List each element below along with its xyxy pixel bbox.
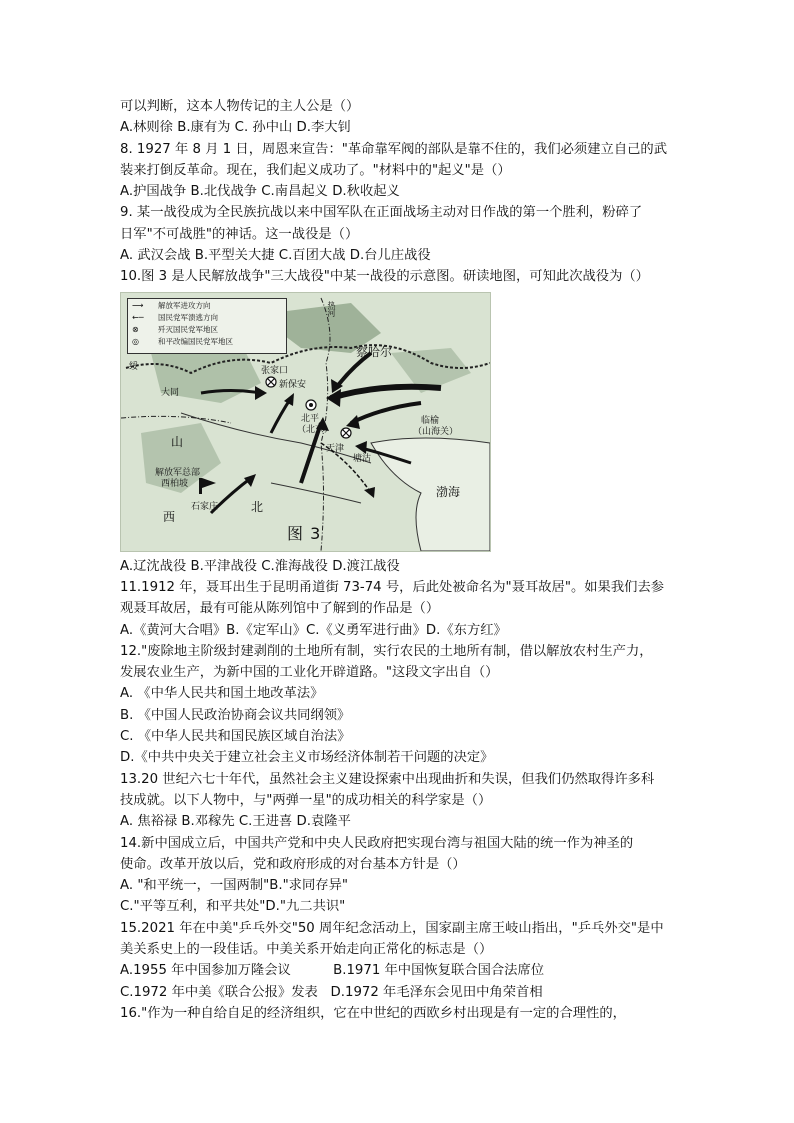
map-label-tanggu: 塘沽 <box>353 453 372 464</box>
map-label-tianjin: 天津 <box>326 443 345 454</box>
map-label-beiping: 北平 <box>301 413 320 424</box>
attack-arrow-head <box>346 415 360 429</box>
text-line: 15.2021 年在中美"乒乓外交"50 周年纪念活动上，国家副主席王岐山指出，"乒乓外交"是中 <box>120 920 664 936</box>
text-block-before-map <box>120 96 680 288</box>
text-line: C."平等互利，和平共处"D."九二共识" <box>120 899 346 915</box>
map-label-datong: 大同 <box>161 387 180 398</box>
text-line: 16."作为一种自给自足的经济组织，它在中世纪的西欧乡村出现是有一定的合理性的， <box>120 1005 626 1021</box>
text-line: 日军"不可战胜"的神话。这一战役是（） <box>120 226 359 242</box>
attack-arrow <box>351 403 421 423</box>
text-line: A.《黄河大合唱》B.《定军山》C.《义勇军进行曲》D.《东方红》 <box>120 622 507 638</box>
legend-item-retreat: ←─ 国民党军溃逃方向 <box>132 312 218 322</box>
map-legend <box>127 298 287 354</box>
province-border <box>121 416 231 423</box>
attack-arrow-icon: ⟶ <box>132 300 144 310</box>
text-line: A. 武汉会战 B.平型关大捷 C.百团大战 D.台儿庄战役 <box>120 248 431 264</box>
map-label-linyu: 临榆 <box>421 415 440 426</box>
map-label-shanhaiguan: （山海关） <box>413 426 459 437</box>
text-line: 装来打倒反革命。现在，我们起义成功了。"材料中的"起义"是（） <box>120 162 511 178</box>
map-label-chahar: 察哈尔 <box>356 344 393 359</box>
text-line: C.1972 年中美《联合公报》发表 D.1972 年毛泽东会见田中角荣首相 <box>120 984 543 1000</box>
text-line: 可以判断，这本人物传记的主人公是（） <box>120 99 360 114</box>
exam-page <box>120 96 680 1024</box>
text-line: 使命。改革开放以后，党和政府形成的对台基本方针是（） <box>120 856 466 872</box>
battle-map-figure <box>120 292 491 552</box>
map-label-beiping-note: （北京） <box>297 424 334 435</box>
text-line: 发展农业生产，为新中国的工业化开辟道路。"这段文字出自（） <box>120 665 499 681</box>
map-label-zhangjiakou: 张家口 <box>261 365 289 376</box>
text-line: A. "和平统一，一国两制"B."求同存异" <box>120 878 348 894</box>
text-line: 美关系史上的一段佳话。中美关系开始走向正常化的标志是（） <box>120 942 493 958</box>
hq-flag-icon <box>199 478 202 494</box>
map-label-bei: 北 <box>251 499 264 514</box>
text-line: A. 《中华人民共和国土地改革法》 <box>120 686 324 702</box>
text-line: B. 《中国人民政治协商会议共同纲领》 <box>120 707 351 723</box>
text-line: 8. 1927 年 8 月 1 日，周恩来宣告："革命靠军阀的部队是靠不住的，我们必须建立自己的武 <box>120 141 668 157</box>
text-line: 9. 某一战役成为全民族抗战以来中国军队在正面战场主动对日作战的第一个胜利，粉碎了 <box>120 205 643 221</box>
legend-item-annihilation: ⊗ 歼灭国民党军地区 <box>132 324 218 334</box>
dotted-circle-icon: ◎ <box>132 336 139 346</box>
text-line: A.辽沈战役 B.平津战役 C.淮海战役 D.渡江战役 <box>120 558 400 574</box>
attack-arrow <box>331 386 441 397</box>
text-line: 13.20 世纪六七十年代，虽然社会主义建设探索中出现曲折和失误，但我们仍然取得许多科 <box>120 771 655 787</box>
text-line: D.《中共中央关于建立社会主义市场经济体制若干问题的决定》 <box>120 750 494 766</box>
text-line: A.1955 年中国参加万隆会议 B.1971 年中国恢复联合国合法席位 <box>120 963 545 979</box>
retreat-arrow-icon: ←─ <box>132 312 144 322</box>
map-label-xinbaoan: 新保安 <box>279 379 307 390</box>
map-label-shan: 山 <box>171 434 184 449</box>
text-line: 11.1912 年，聂耳出生于昆明甬道街 73-74 号，后此处被命名为"聂耳故居"。如果我们去参 <box>120 579 665 595</box>
map-label-rehe: 热河 <box>327 300 336 317</box>
text-line: 技成就。以下人物中，与"两弹一星"的成功相关的科学家是（） <box>120 792 492 808</box>
figure-caption: 图 3 <box>287 523 322 543</box>
map-label-xibaipo-2: 西柏坡 <box>161 478 189 489</box>
text-line: A.林则徐 B.康有为 C. 孙中山 D.李大钊 <box>120 120 351 136</box>
text-line: 14.新中国成立后，中国共产党和中央人民政府把实现台湾与祖国大陆的统一作为神圣的 <box>120 835 634 851</box>
text-line: C. 《中华人民共和国民族区域自治法》 <box>120 729 351 745</box>
map-label-bohai: 渤海 <box>436 484 461 499</box>
text-block-after-map <box>120 556 680 1025</box>
map-label-xibaipo-1: 解放军总部 <box>155 467 201 478</box>
text-line: 10.图 3 是人民解放战争"三大战役"中某一战役的示意图。研读地图，可知此次战役为（） <box>120 269 649 285</box>
text-line: 观聂耳故居，最有可能从陈列馆中了解到的作品是（） <box>120 601 440 617</box>
attack-arrow <box>271 398 291 433</box>
map-label-shijiazhuang: 石家庄 <box>191 501 219 512</box>
text-line: A. 焦裕禄 B.邓稼先 C.王进喜 D.袁隆平 <box>120 814 351 830</box>
legend-item-attack: ⟶ 解放军进攻方向 <box>132 300 211 310</box>
map-label-xi: 西 <box>163 509 176 524</box>
legend-item-peaceful: ◎ 和平改编国民党军地区 <box>132 336 233 346</box>
crossed-circle-icon: ⊗ <box>132 324 139 334</box>
map-label-sui: 绥 <box>129 361 139 372</box>
attack-arrow-head <box>255 386 267 400</box>
text-line: 12."废除地主阶级封建剥削的土地所有制，实行农民的土地所有制，借以解放农村生产力， <box>120 643 653 659</box>
text-line: A.护国战争 B.北伐战争 C.南昌起义 D.秋收起义 <box>120 184 400 200</box>
river <box>271 483 361 503</box>
retreat-arrow-head <box>364 487 375 498</box>
